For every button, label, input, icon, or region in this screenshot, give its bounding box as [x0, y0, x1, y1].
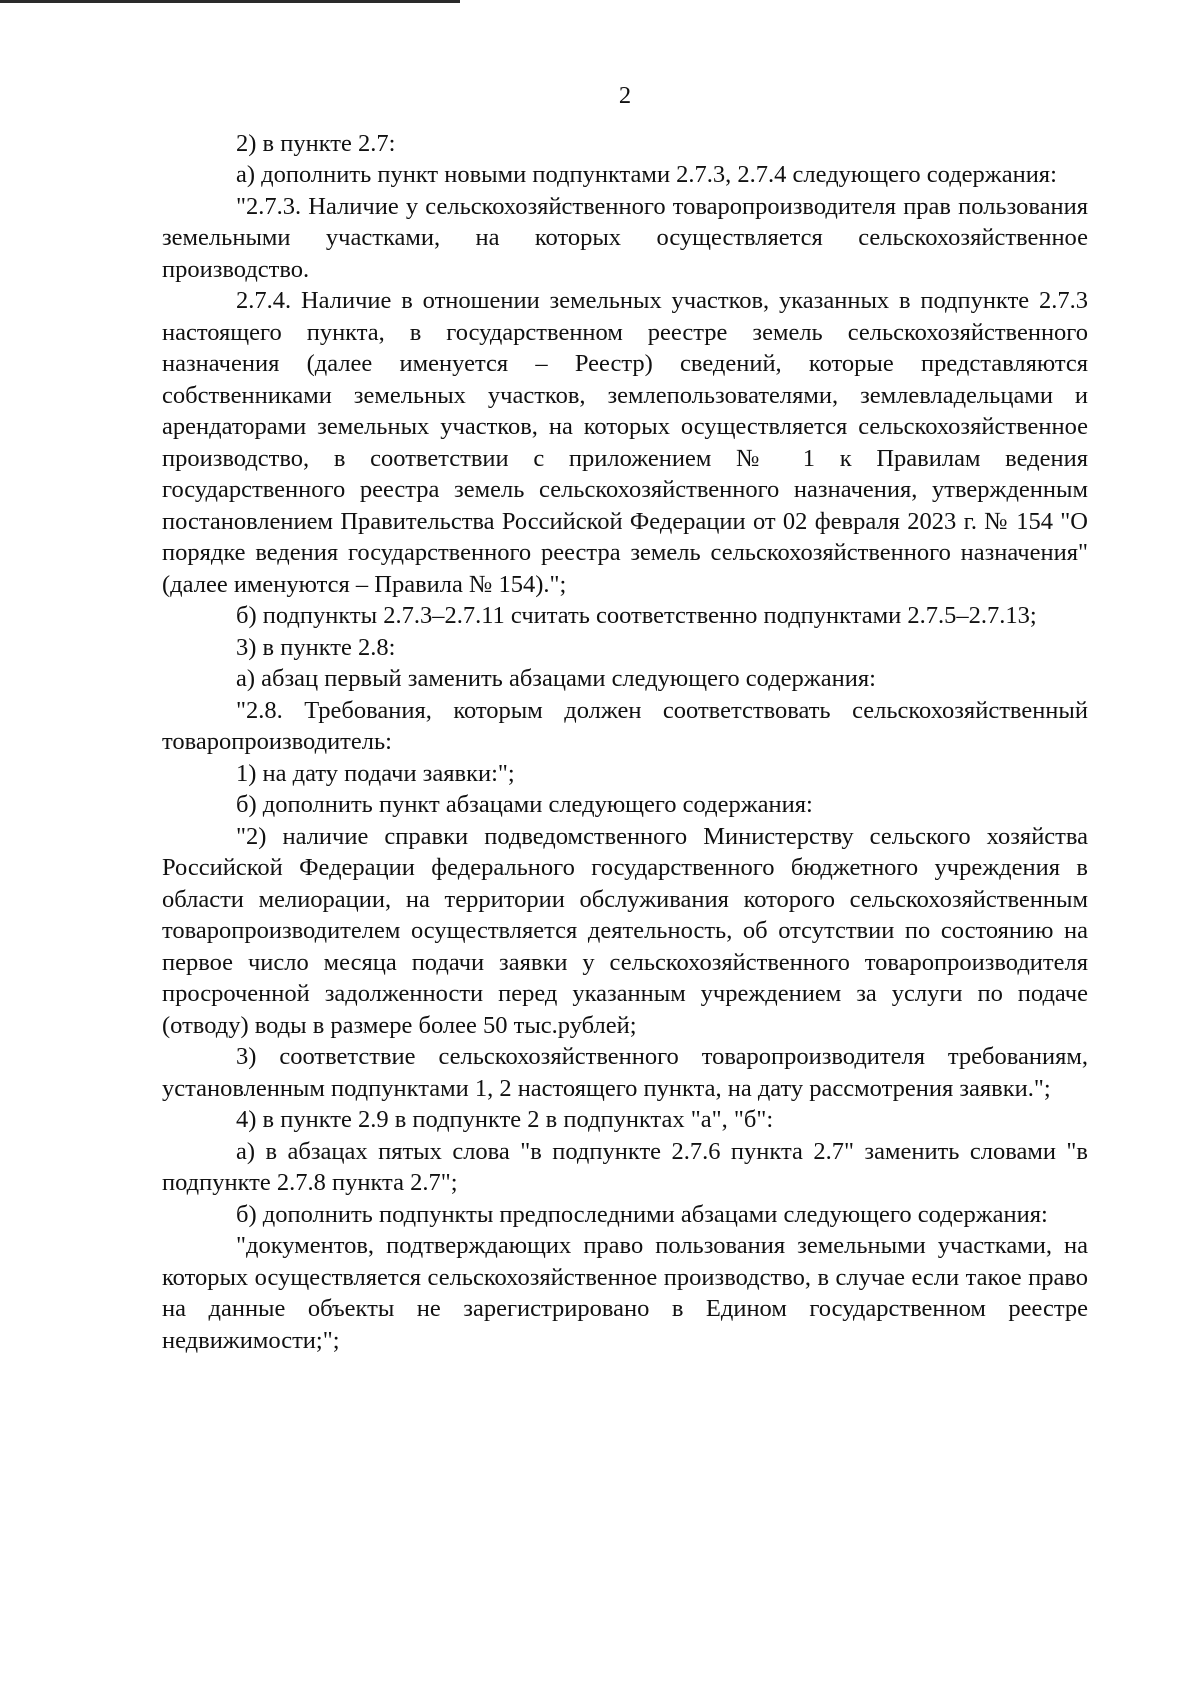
document-page — [162, 80, 1088, 1356]
paragraph-subitem-a-replace-words: а) в абзацах пятых слова "в подпункте 2.7.6 пункта 2.7" заменить словами "в подпункте 2.7.8 пункта 2.7"; — [162, 1137, 1088, 1196]
paragraph-item-2: 2) в пункте 2.7: — [236, 129, 396, 157]
paragraph-requirement-3: 3) соответствие сельскохозяйственного товаропроизводителя требованиям, установленным подпунктами 1, 2 настоящего пункта, на дату рассмотрения заявки."; — [162, 1043, 1088, 1102]
paragraph-subitem-a-replace-first: а) абзац первый заменить абзацами следующего содержания: — [236, 665, 876, 692]
scan-edge-line — [0, 0, 460, 3]
paragraph-requirement-2: "2) наличие справки подведомственного Министерству сельского хозяйства Российской Федерации федерального государственного бюджетного учреждения в области мелиорации, на территории обслуживания которого сельскохозяйственным товаропроизводителем осуществляется деятельность, об отсутствии по состоянию на первое число месяца подачи заявки у сельскохозяйственного товаропроизводителя просроченной задолженности перед указанным учреждением за услуги по подаче (отводу) воды в размере более 50 тыс.рублей; — [162, 822, 1088, 1039]
page-number: 2 — [618, 82, 632, 109]
paragraph-requirement-1: 1) на дату подачи заявки:"; — [236, 759, 515, 787]
paragraph-subitem-a-add-2-7-3-2-7-4: а) дополнить пункт новыми подпунктами 2.7.3, 2.7.4 следующего содержания: — [236, 161, 1057, 188]
paragraph-subitem-b-add-penultimate: б) дополнить подпункты предпоследними абзацами следующего содержания: — [236, 1200, 1048, 1228]
paragraph-2-7-3: "2.7.3. Наличие у сельскохозяйственного товаропроизводителя прав пользования земельными участками, на которых осуществляется сельскохозяйственное производство. — [162, 192, 1088, 283]
paragraph-item-4: 4) в пункте 2.9 в подпункте 2 в подпунктах "а", "б": — [236, 1106, 774, 1133]
paragraph-subitem-b-renumber: б) подпункты 2.7.3–2.7.11 считать соответственно подпунктами 2.7.5–2.7.13; — [236, 602, 1037, 629]
paragraph-item-3: 3) в пункте 2.8: — [236, 633, 396, 661]
paragraph-2-8-requirements: "2.8. Требования, которым должен соответствовать сельскохозяйственный товаропроизводитель: — [162, 696, 1088, 755]
paragraph-2-7-4: 2.7.4. Наличие в отношении земельных участков, указанных в подпункте 2.7.3 настоящего пункта, в государственном реестре земель сельскохозяйственного назначения (далее именуется – Реестр) сведений, которые представляются собственниками земельных участков, землепользователями, землевладельцами и арендаторами земельных участков, на которых осуществляется сельскохозяйственное производство, в соответствии с приложением № 1 к Правилам ведения государственного реестра земель сельскохозяйственного назначения, утвержденным постановлением Правительства Российской Федерации от 02 февраля 2023 г. № 154 "О порядке ведения государственного реестра земель сельскохозяйственного назначения" (далее именуются – Правила № 154)."; — [162, 287, 1088, 598]
paragraph-subitem-b-add-paragraphs: б) дополнить пункт абзацами следующего содержания: — [236, 791, 813, 818]
paragraph-documents: "документов, подтверждающих право пользования земельными участками, на которых осуществляется сельскохозяйственное производство, в случае если такое право на данные объекты не зарегистрировано в Едином государственном реестре недвижимости;"; — [162, 1232, 1088, 1354]
